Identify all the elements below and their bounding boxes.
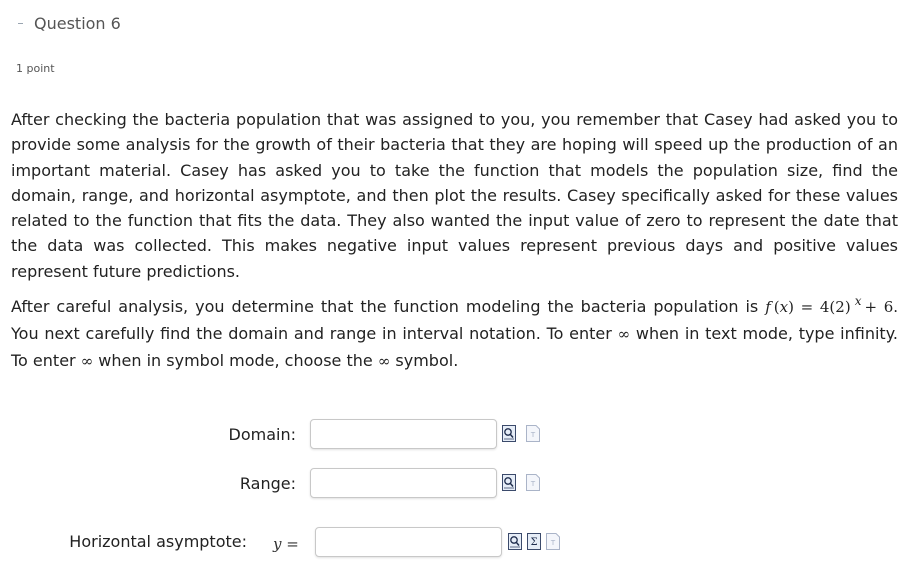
domain-label: Domain: bbox=[228, 425, 296, 444]
infinity-symbol: ∞ bbox=[377, 351, 391, 370]
svg-text:T: T bbox=[550, 539, 556, 547]
function-name: f bbox=[765, 298, 771, 316]
symbol-palette-icon[interactable] bbox=[527, 533, 541, 550]
function-tail: + 6. bbox=[864, 298, 899, 316]
function-exponent: x bbox=[854, 294, 862, 308]
problem-paragraph-1: After checking the bacteria population that was assigned to you, you remember that Casey had asked you to provide some analysis for the growth of their bacteria that they are hoping will speed up the production of an important material. Casey has asked you to take the function that models the population size, find the domain, range, and horizontal asymptote, and then plot the results. Casey specifically asked for these values related to the function that fits the data. They also wanted the input value of zero to represent the date that the data was collected. This makes negative input values represent previous days and positive values represent future predictions. bbox=[11, 110, 898, 281]
text-mode-icon[interactable] bbox=[526, 425, 540, 442]
question-title: Question 6 bbox=[34, 14, 121, 33]
function-formula: f (x) = 4(2) $^x$ + 6. bbox=[765, 294, 899, 316]
function-var: x bbox=[779, 298, 789, 316]
paragraph-2-end2: symbol. bbox=[395, 350, 459, 370]
preview-icon[interactable] bbox=[502, 425, 516, 442]
asymptote-input[interactable] bbox=[315, 527, 502, 557]
asymptote-eq: = bbox=[286, 535, 299, 553]
infinity-symbol: ∞ bbox=[80, 351, 94, 370]
range-input[interactable] bbox=[310, 468, 497, 498]
svg-text:T: T bbox=[530, 431, 536, 439]
asymptote-label: Horizontal asymptote: bbox=[69, 532, 247, 551]
preview-icon[interactable] bbox=[502, 474, 516, 491]
question-points: 1 point bbox=[16, 62, 55, 75]
svg-text:T: T bbox=[530, 480, 536, 488]
domain-input[interactable] bbox=[310, 419, 497, 449]
collapse-toggle[interactable] bbox=[18, 23, 23, 24]
text-mode-icon[interactable] bbox=[526, 474, 540, 491]
preview-icon[interactable] bbox=[508, 533, 522, 550]
question-header bbox=[18, 14, 121, 33]
svg-text:Σ: Σ bbox=[530, 537, 538, 548]
asymptote-var: y bbox=[273, 535, 282, 553]
function-base: = 4(2) bbox=[800, 298, 851, 316]
paragraph-2-intro: After careful analysis, you determine that the function modeling the bacteria population is bbox=[11, 297, 759, 316]
paragraph-2-mid: You next carefully find the domain and range in interval notation. To enter bbox=[11, 324, 612, 344]
paragraph-2-end: when in symbol mode, choose the bbox=[98, 350, 373, 370]
text-mode-icon[interactable] bbox=[546, 533, 560, 550]
problem-paragraph-2 bbox=[11, 294, 898, 374]
asymptote-prefix bbox=[273, 535, 299, 553]
range-label: Range: bbox=[239, 474, 296, 493]
infinity-symbol: ∞ bbox=[617, 325, 631, 344]
paragraph-2-mid2: when in text mode, type infinity. To enter bbox=[11, 324, 898, 370]
